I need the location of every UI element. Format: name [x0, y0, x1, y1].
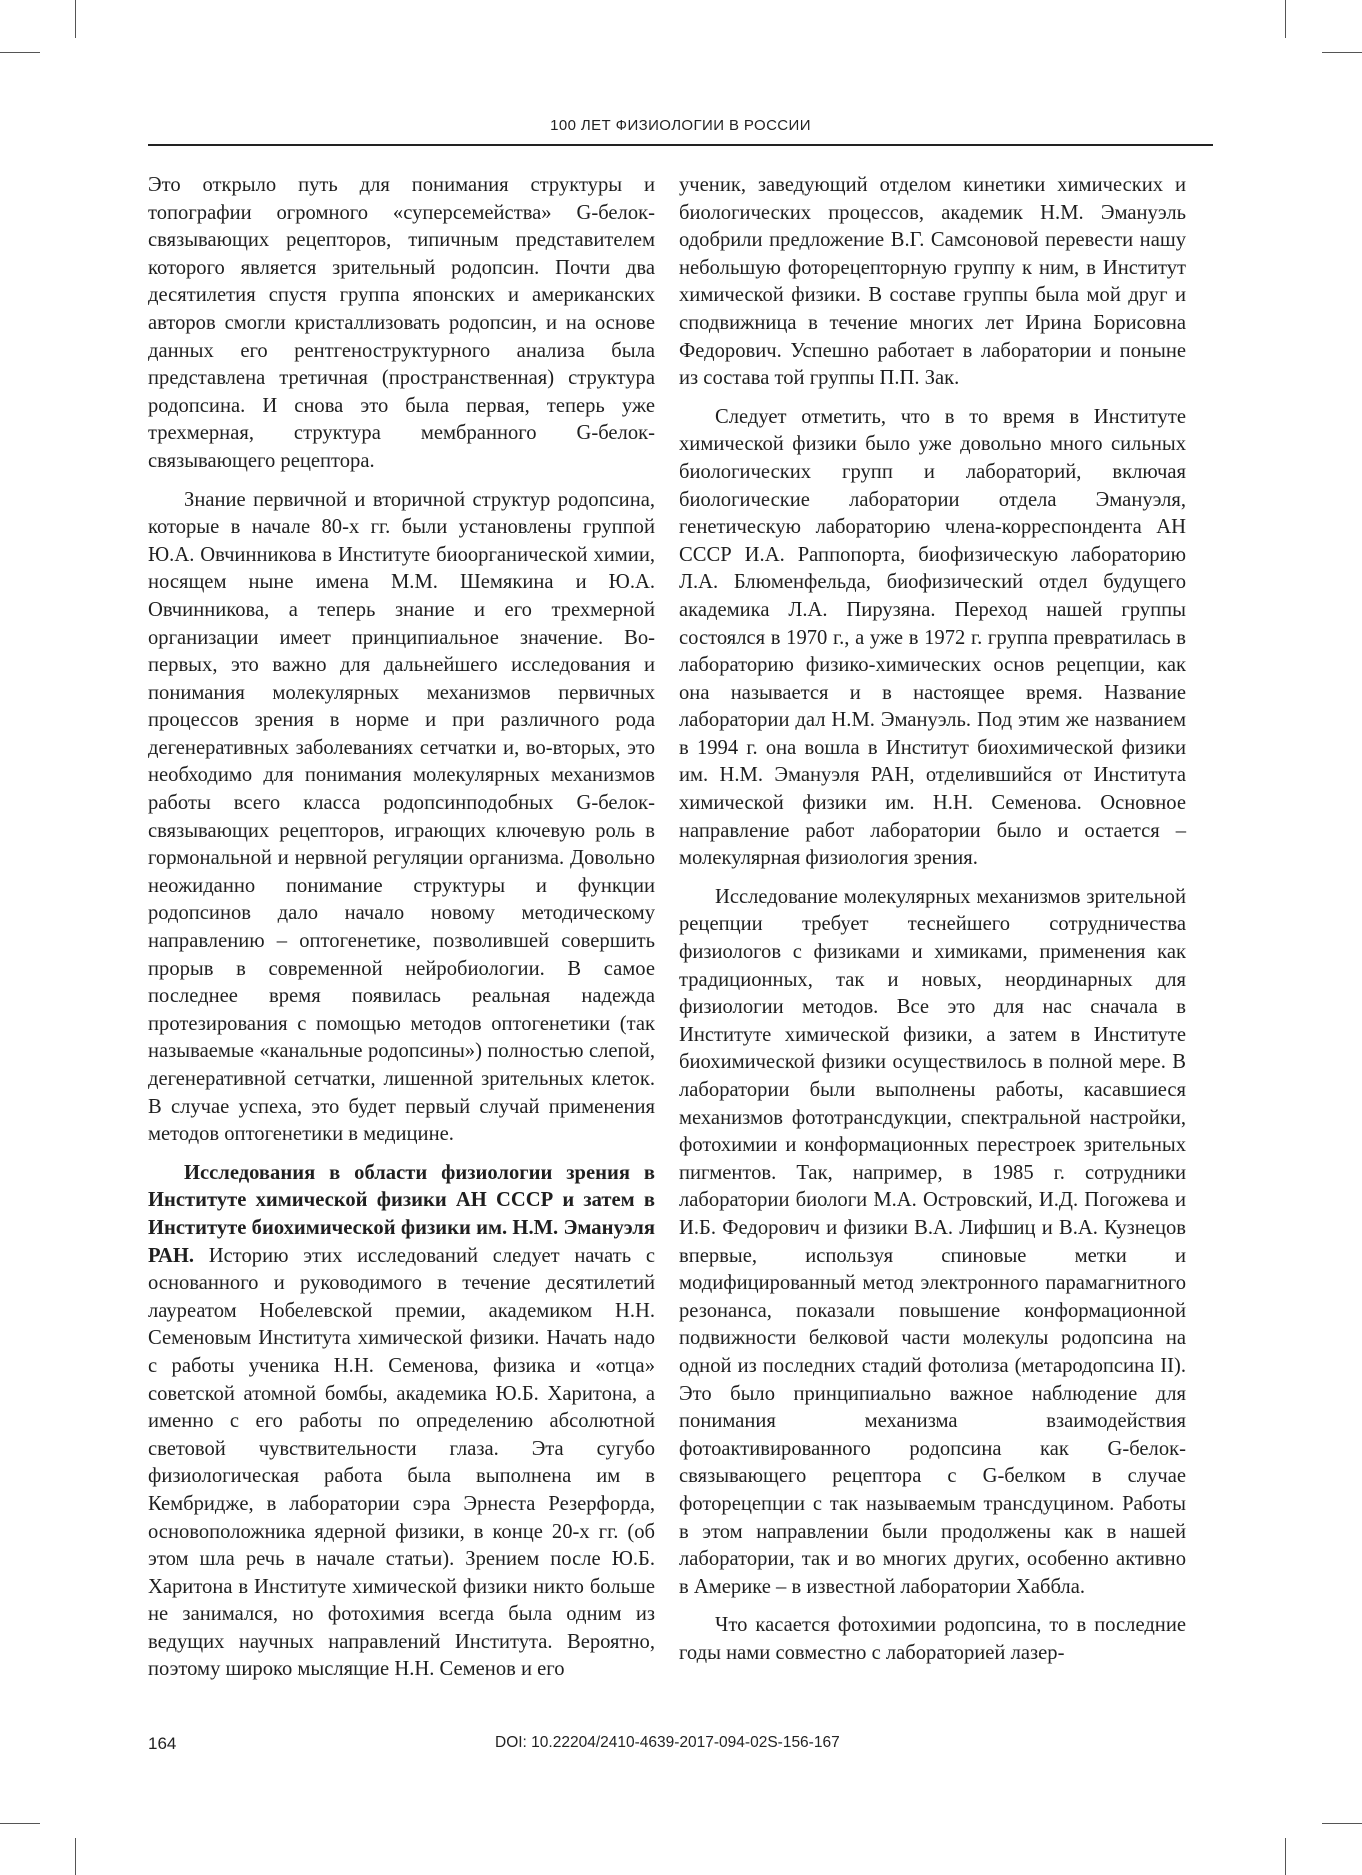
right-column — [679, 172, 1186, 1678]
paragraph: Это открыло путь для понимания структуры и топографии огромного «суперсемейства» G-белок-связывающих рецепторов, типичным представителем которого является зрительный родопсин. Почти два десятилетия спустя группа японских и американских авторов смогли кристаллизовать родопсин, и на основе данных его рентгеноструктурного анализа была представлена третичная (пространственная) структура родопсина. И снова это была первая, теперь уже трехмерная, структура мембранного G-белок-связывающего рецептора. — [148, 174, 655, 472]
paragraph: Исследование молекулярных механизмов зрительной рецепции требует теснейшего сотрудничества физиологов с физиками и химиками, применения как традиционных, так и новых, неординарных для физиологии методов. Все это для нас сначала в Институте химической физики, а затем в Институте биохимической физики осуществилось в полной мере. В лаборатории были выполнены работы, касавшиеся механизмов фототрансдукции, спектральной настройки, фотохимии и конформационных перестроек зрительных пигментов. Так, например, в 1985 г. сотрудники лаборатории биологи М.А. Островский, И.Д. Погожева и И.Б. Федорович и физики В.А. Лифшиц и В.А. Кузнецов впервые, используя спиновые метки и модифицированный метод электронного парамагнитного резонанса, показали повышение конформационной подвижности белковой части молекулы родопсина на одной из последних стадий фотолиза (метародопсина II). Это было принципиально важное наблюдение для понимания механизма взаимодействия фотоактивированного родопсина как G-белок-связывающего рецептора с G-белком в случае фоторецепции с так называемым трансдуцином. Работы в этом направлении были продолжены как в нашей лаборатории, так и во многих других, особенно активно в Америке – в известной лаборатории Хаббла. — [679, 885, 1186, 1598]
crop-mark — [1285, 0, 1286, 38]
page-number: 164 — [148, 1734, 177, 1753]
crop-mark — [0, 1823, 40, 1824]
crop-mark — [75, 0, 76, 38]
crop-mark — [1322, 52, 1362, 53]
running-header — [148, 108, 1213, 146]
crop-mark — [1285, 1838, 1286, 1875]
crop-mark — [1322, 1823, 1362, 1824]
paragraph: Знание первичной и вторичной структур родопсина, которые в начале 80-х гг. были установлены группой Ю.А. Овчинникова в Институте биоорганической химии, носящем ныне имена М.М. Шемякина и Ю.А. Овчинникова, а теперь знание и его трехмерной организации имеет принципиальное значение. Во-первых, это важно для дальнейшего исследования и понимания молекулярных механизмов первичных процессов зрения в норме и при различного рода дегенеративных заболеваниях сетчатки и, во-вторых, это необходимо для понимания молекулярных механизмов работы всего класса родопсинподобных G-белок-связывающих рецепторов, играющих ключевую роль в гормональной и нервной регуляции организма. Довольно неожиданно понимание структуры и функции родопсинов дало начало новому методическому направлению – оптогенетике, позволившей совершить прорыв в современной нейробиологии. В самое последнее время появилась реальная надежда протезирования с помощью методов оптогенетики (так называемые «канальные родопсины») полностью слепой, дегенеративной сетчатки, лишенной зрительных клеток. В случае успеха, это будет первый случай применения методов оптогенетики в медицине. — [148, 488, 655, 1146]
paragraph — [148, 1160, 655, 1684]
paragraph: ученик, заведующий отделом кинетики химических и биологических процессов, академик Н.М. Эмануэль одобрили предложение В.Г. Самсоновой перевести нашу небольшую фоторецепторную группу к ним, в Институт химической физики. В составе группы была мой друг и сподвижница в течение многих лет Ирина Борисовна Федорович. Успешно работает в лаборатории и поныне из состава той группы П.П. Зак. — [679, 174, 1186, 390]
left-column — [148, 172, 655, 1695]
paragraph-text: Историю этих исследований следует начать с основанного и руководимого в течение десятилетий лауреатом Нобелевской премии, академиком Н.Н. Семеновым Института химической физики. Начать надо с работы ученика Н.Н. Семенова, физика и «отца» советской атомной бомбы, академика Ю.Б. Харитона, а именно с его работы по определению абсолютной световой чувствительности глаза. Эта сугубо физиологическая работа была выполнена им в Кембридже, в лаборатории сэра Эрнеста Резерфорда, основоположника ядерной физики, в конце 20-х гг. (об этом шла речь в начале статьи). Зрением после Ю.Б. Харитона в Институте химической физики никто больше не занимался, но фотохимия всегда была одним из ведущих научных направлений Института. Вероятно, поэтому широко мыслящие Н.Н. Семенов и его — [148, 1244, 655, 1681]
paragraph: Следует отметить, что в то время в Институте химической физики было уже довольно много сильных биологических групп и лабораторий, включая биологические лаборатории отдела Эмануэля, генетическую лабораторию члена-корреспондента АН СССР И.А. Раппопорта, биофизическую лабораторию Л.А. Блюменфельда, биофизический отдел будущего академика Л.А. Пирузяна. Переход нашей группы состоялся в 1970 г., а уже в 1972 г. группа превратилась в лабораторию физико-химических основ рецепции, как она называется и в настоящее время. Название лаборатории дал Н.М. Эмануэль. Под этим же названием в 1994 г. она вошла в Институт биохимической физики им. Н.М. Эмануэля РАН, отделившийся от Института химической физики им. Н.Н. Семенова. Основное направление работ лаборатории было и остается – молекулярная физиология зрения. — [679, 405, 1186, 870]
paragraph: Что касается фотохимии родопсина, то в последние годы нами совместно с лабораторией лазер- — [679, 1614, 1186, 1664]
header-title: 100 ЛЕТ ФИЗИОЛОГИИ В РОССИИ — [550, 117, 811, 134]
section-heading: Исследования в области физиологии зрения в Институте химической физики АН СССР и затем в Институте биохимической физики им. Н.М. Эмануэля РАН. — [148, 1161, 655, 1267]
doi-text: DOI: 10.22204/2410-4639-2017-094-02S-156-167 — [495, 1734, 840, 1751]
crop-mark — [0, 52, 40, 53]
crop-mark — [75, 1838, 76, 1875]
